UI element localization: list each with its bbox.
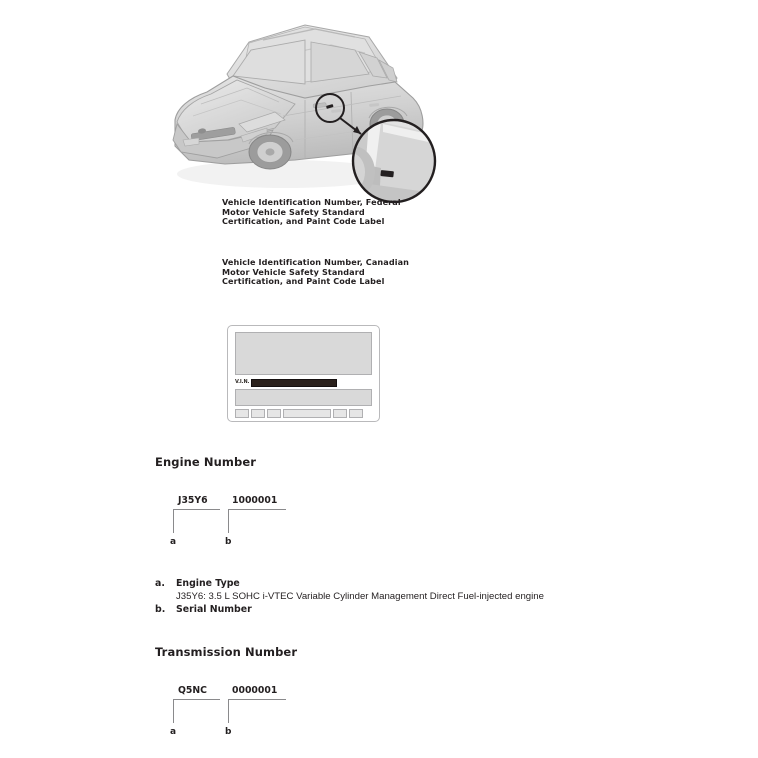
vin-label-plate (227, 325, 380, 422)
engine-number-heading: Engine Number (155, 455, 257, 469)
legend-marker: b. (155, 604, 166, 616)
legend-label: Serial Number (176, 604, 252, 616)
vin-tab (283, 409, 331, 418)
vin-plate-top-panel (235, 332, 372, 375)
legend-label: Engine Type (176, 578, 240, 589)
legend-description: J35Y6: 3.5 L SOHC i-VTEC Variable Cylinder Management Direct Fuel-injected engine (176, 591, 544, 603)
vin-plate-bottom-row (235, 409, 372, 418)
engine-number-diagram (168, 495, 348, 557)
vin-row (235, 378, 372, 387)
bracket-horizontal-line (173, 699, 220, 700)
vin-tab (235, 409, 249, 418)
vin-plate-mid-panel (235, 389, 372, 406)
legend-item (155, 603, 675, 616)
engine-code-a: J35Y6 (178, 495, 208, 506)
vin-tab (267, 409, 281, 418)
engine-code-b: 1000001 (232, 495, 278, 506)
vin-tab (333, 409, 347, 418)
engine-legend-list (155, 577, 675, 617)
callout-label-canadian: Vehicle Identification Number, Canadian Motor Vehicle Safety Standard Certification, and Paint Code Label (222, 257, 410, 287)
transmission-number-heading: Transmission Number (155, 645, 298, 659)
vehicle-illustration-figure (155, 12, 455, 207)
transmission-number-diagram (168, 685, 348, 747)
engine-letter-a: a (170, 537, 177, 547)
bracket-horizontal-line (173, 509, 220, 510)
transmission-code-a: Q5NC (178, 685, 207, 696)
legend-marker: a. (155, 578, 165, 589)
bracket-horizontal-line (228, 509, 286, 510)
callout-label-federal: Vehicle Identification Number, Federal Motor Vehicle Safety Standard Certification, and Paint Code Label (222, 197, 401, 227)
vin-redacted-bar (251, 379, 337, 387)
transmission-letter-b: b (225, 727, 232, 737)
bracket-vertical-line (228, 699, 229, 723)
windshield (233, 40, 305, 84)
bracket-vertical-line (173, 509, 174, 533)
bracket-vertical-line (173, 699, 174, 723)
vin-tab (251, 409, 265, 418)
bracket-vertical-line (228, 509, 229, 533)
suv-vehicle-illustration (155, 12, 455, 207)
legend-item (155, 577, 675, 590)
engine-letter-b: b (225, 537, 232, 547)
vin-tab (349, 409, 363, 418)
front-wheel (249, 135, 291, 169)
bracket-horizontal-line (228, 699, 286, 700)
transmission-letter-a: a (170, 727, 177, 737)
vin-label-text: V.I.N. (235, 379, 250, 385)
transmission-code-b: 0000001 (232, 685, 278, 696)
